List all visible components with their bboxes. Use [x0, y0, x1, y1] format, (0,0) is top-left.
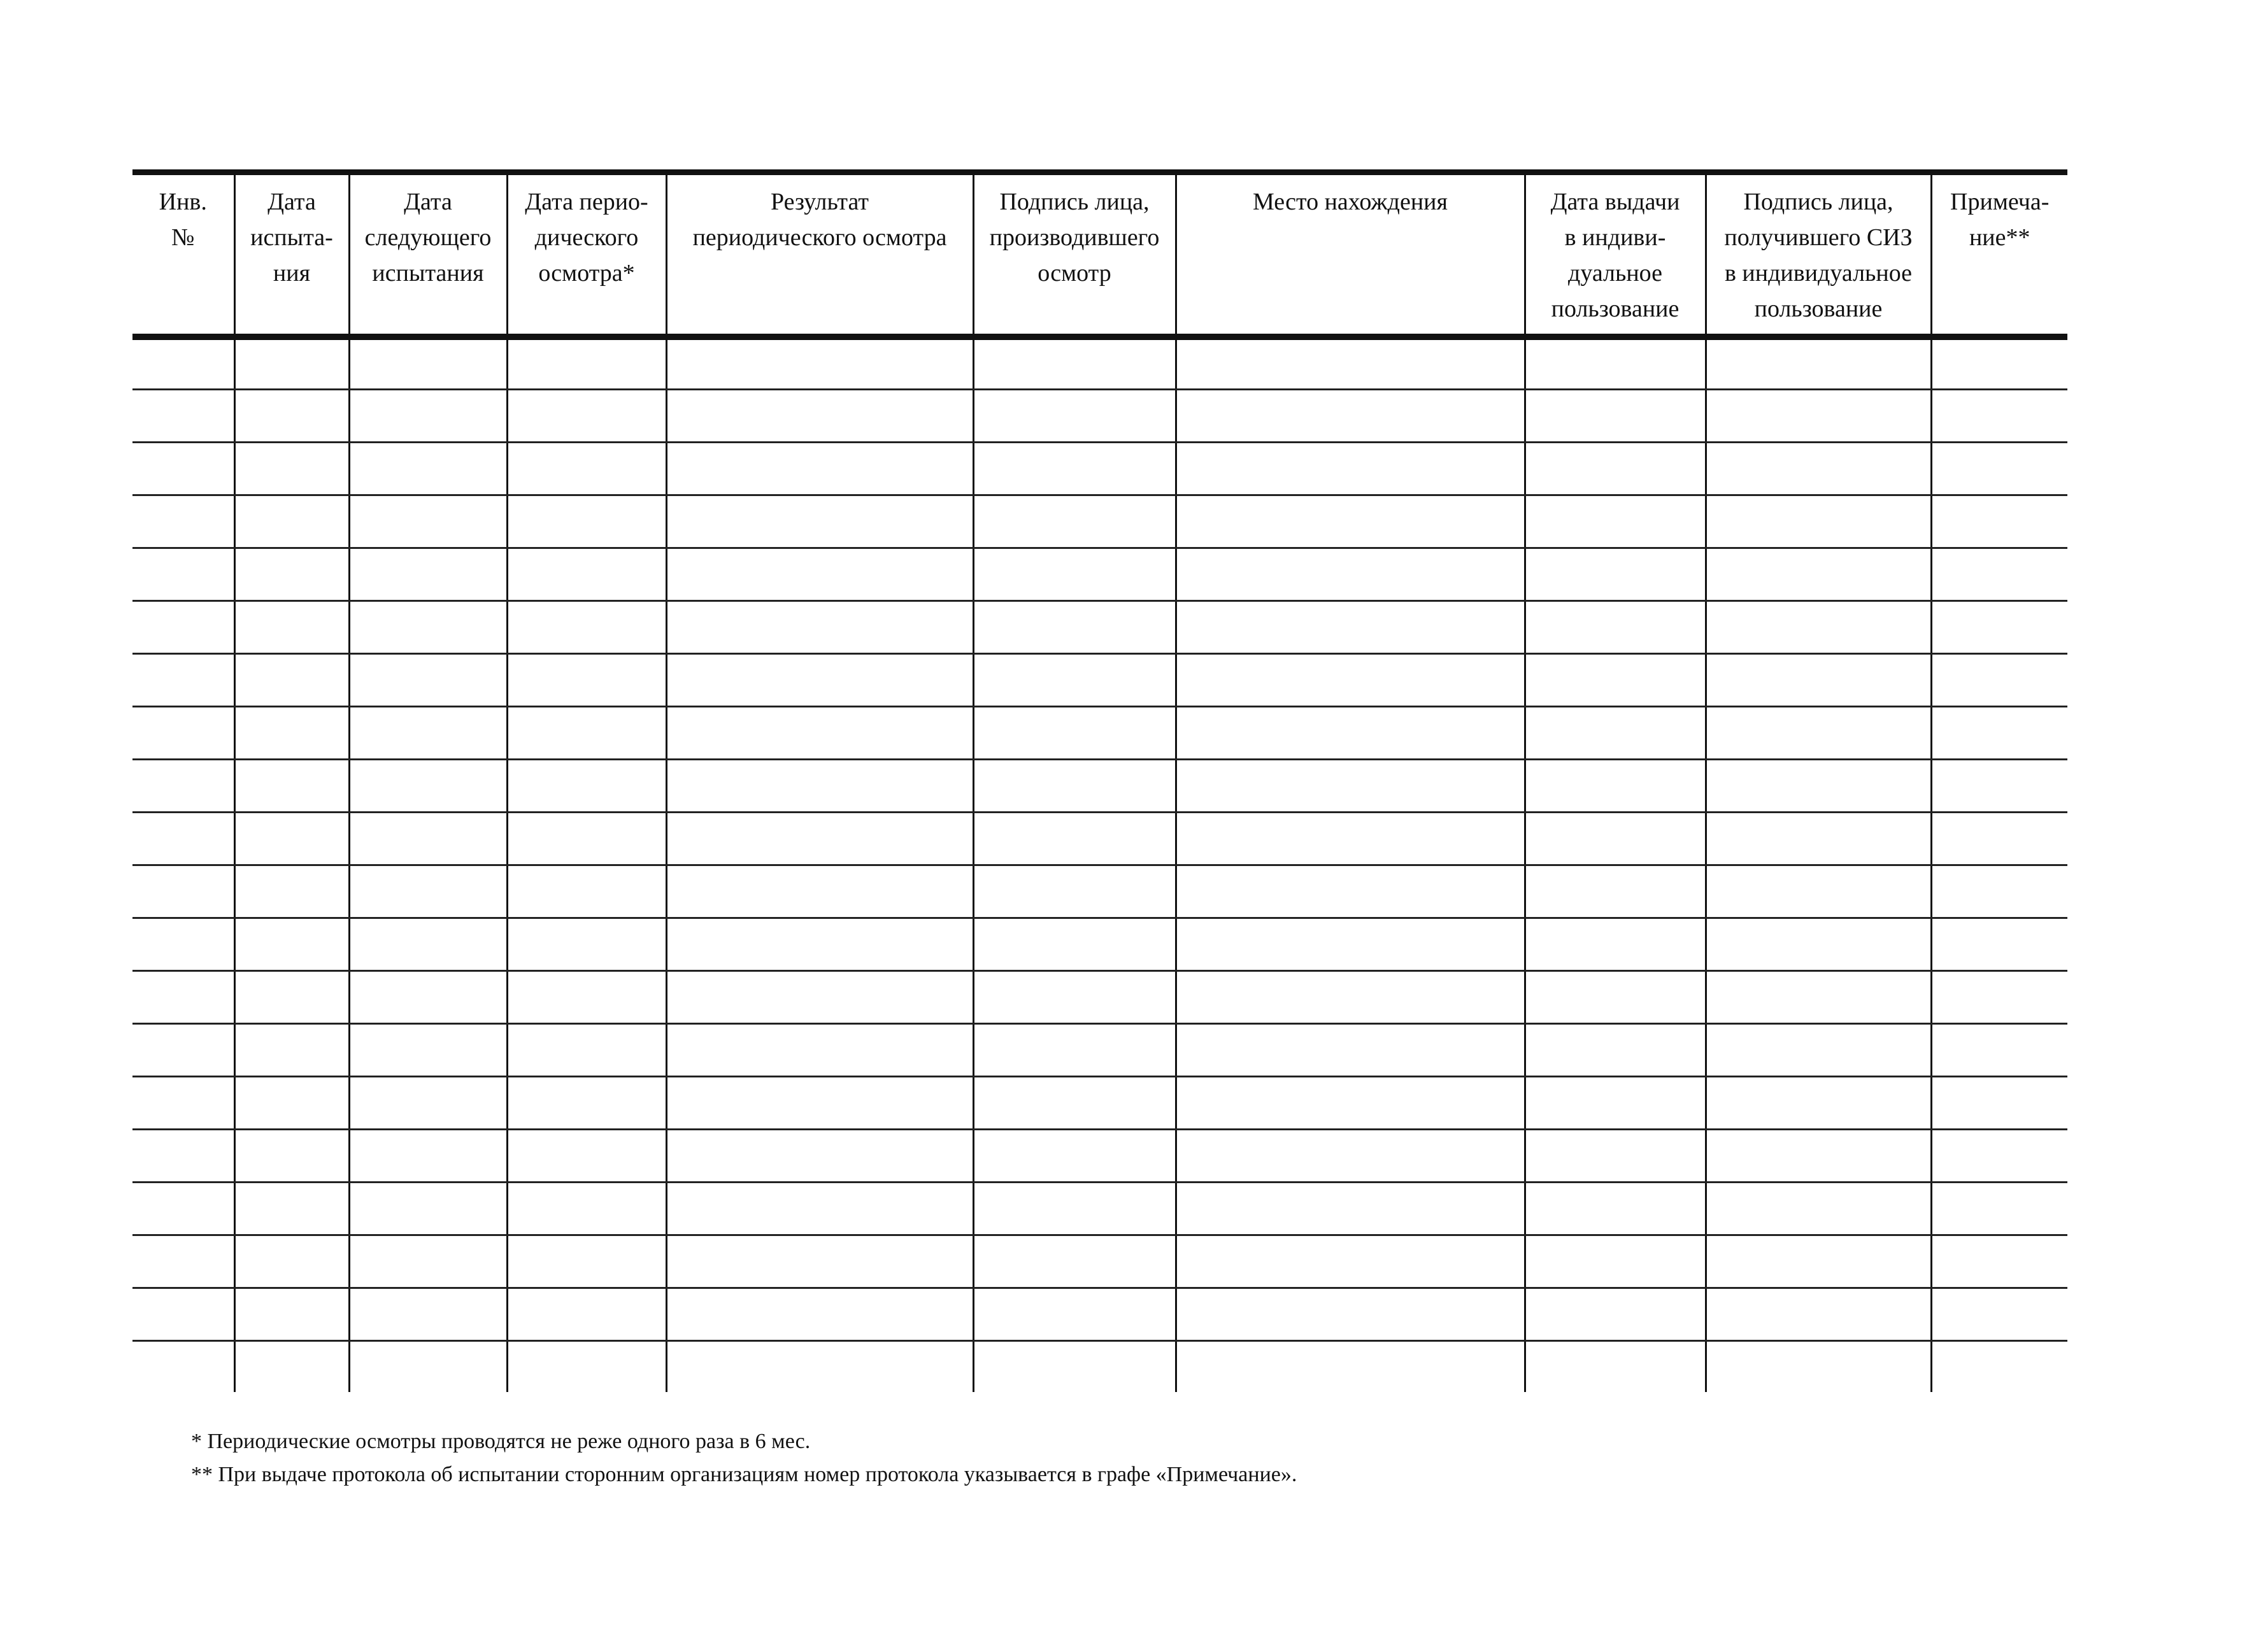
table-cell — [1176, 495, 1525, 548]
table-cell — [349, 1130, 507, 1183]
table-cell — [132, 865, 234, 918]
table-cell — [666, 971, 973, 1024]
table-cell — [507, 1341, 666, 1392]
table-cell — [234, 707, 349, 760]
table-row — [132, 601, 2067, 654]
table-header — [132, 173, 2067, 337]
table-cell — [973, 390, 1176, 443]
table-cell — [666, 760, 973, 813]
table-cell — [1525, 1130, 1706, 1183]
table-cell — [349, 443, 507, 495]
table-cell — [1706, 918, 1931, 971]
col-inspector-signature: Подпись лица, производившего осмотр — [973, 173, 1176, 337]
table-cell — [1176, 548, 1525, 601]
table-row — [132, 1024, 2067, 1077]
table-cell — [973, 1077, 1176, 1130]
table-cell — [349, 495, 507, 548]
table-body — [132, 337, 2067, 1392]
table-cell — [666, 1288, 973, 1341]
table-cell — [349, 601, 507, 654]
table-cell — [1706, 443, 1931, 495]
table-cell — [132, 548, 234, 601]
table-cell — [507, 707, 666, 760]
table-cell — [1176, 1288, 1525, 1341]
table-cell — [349, 760, 507, 813]
table-cell — [973, 971, 1176, 1024]
table-cell — [507, 1183, 666, 1235]
table-cell — [234, 971, 349, 1024]
table-cell — [666, 548, 973, 601]
table-cell — [1931, 495, 2067, 548]
table-cell — [1931, 813, 2067, 865]
table-cell — [507, 1077, 666, 1130]
table-cell — [507, 918, 666, 971]
table-cell — [1931, 548, 2067, 601]
table-cell — [132, 390, 234, 443]
table-cell — [349, 1183, 507, 1235]
table-cell — [1525, 495, 1706, 548]
ppe-register-table — [132, 169, 2067, 1392]
table-cell — [1931, 1183, 2067, 1235]
table-cell — [349, 865, 507, 918]
table-row — [132, 1077, 2067, 1130]
table-row — [132, 337, 2067, 390]
table-cell — [1525, 918, 1706, 971]
table-cell — [1931, 1341, 2067, 1392]
table-cell — [132, 337, 234, 390]
table-cell — [666, 707, 973, 760]
table-cell — [234, 1235, 349, 1288]
table-cell — [1525, 1235, 1706, 1288]
table-cell — [349, 1077, 507, 1130]
table-cell — [1931, 443, 2067, 495]
table-cell — [1525, 813, 1706, 865]
table-cell — [1525, 443, 1706, 495]
col-next-test-date: Дата следующего испытания — [349, 173, 507, 337]
table-cell — [1176, 971, 1525, 1024]
table-cell — [132, 654, 234, 707]
footnotes — [191, 1425, 1297, 1491]
table-cell — [1176, 1235, 1525, 1288]
table-cell — [973, 495, 1176, 548]
table-cell — [507, 1288, 666, 1341]
table-cell — [1931, 654, 2067, 707]
table-cell — [132, 1130, 234, 1183]
table-cell — [973, 1183, 1176, 1235]
table-cell — [1176, 654, 1525, 707]
table-cell — [349, 1235, 507, 1288]
table-cell — [973, 1130, 1176, 1183]
table-cell — [234, 443, 349, 495]
table-cell — [132, 760, 234, 813]
table-cell — [1706, 813, 1931, 865]
col-recipient-signature: Подпись лица, получившего СИЗ в индивидуальное пользование — [1706, 173, 1931, 337]
footnote-inspection-frequency: * Периодические осмотры проводятся не реже одного раза в 6 мес. — [191, 1430, 811, 1453]
table-cell — [132, 1341, 234, 1392]
table-cell — [1706, 1183, 1931, 1235]
table-cell — [1176, 1130, 1525, 1183]
table-cell — [349, 654, 507, 707]
table-cell — [132, 1183, 234, 1235]
table-cell — [1176, 813, 1525, 865]
table-cell — [1525, 390, 1706, 443]
table-cell — [349, 1288, 507, 1341]
table-cell — [666, 1130, 973, 1183]
table-cell — [973, 918, 1176, 971]
table-cell — [1931, 707, 2067, 760]
table-cell — [1706, 337, 1931, 390]
table-cell — [132, 443, 234, 495]
table-cell — [973, 1024, 1176, 1077]
table-cell — [234, 865, 349, 918]
table-cell — [1176, 865, 1525, 918]
table-cell — [1525, 865, 1706, 918]
table-cell — [349, 707, 507, 760]
table-cell — [507, 337, 666, 390]
table-cell — [1525, 337, 1706, 390]
table-cell — [1176, 760, 1525, 813]
table-cell — [1706, 865, 1931, 918]
table-cell — [1706, 707, 1931, 760]
table-cell — [1931, 337, 2067, 390]
table-cell — [349, 971, 507, 1024]
table-row — [132, 443, 2067, 495]
table-cell — [973, 654, 1176, 707]
table-row — [132, 495, 2067, 548]
table-cell — [973, 601, 1176, 654]
table-cell — [507, 443, 666, 495]
table-cell — [234, 495, 349, 548]
table-cell — [234, 760, 349, 813]
table-cell — [666, 1024, 973, 1077]
table-cell — [349, 1024, 507, 1077]
table-cell — [1706, 971, 1931, 1024]
table-cell — [507, 813, 666, 865]
table-cell — [234, 1341, 349, 1392]
table-cell — [1931, 865, 2067, 918]
table-row — [132, 865, 2067, 918]
table-cell — [234, 1288, 349, 1341]
table-cell — [1176, 443, 1525, 495]
table-cell — [1706, 1235, 1931, 1288]
table-cell — [1176, 1183, 1525, 1235]
table-cell — [234, 548, 349, 601]
table-cell — [1931, 1235, 2067, 1288]
table-cell — [666, 390, 973, 443]
table-row — [132, 390, 2067, 443]
table-cell — [973, 760, 1176, 813]
table-row — [132, 1183, 2067, 1235]
table-cell — [234, 601, 349, 654]
table-cell — [1176, 1077, 1525, 1130]
table-cell — [1706, 654, 1931, 707]
header-row — [132, 173, 2067, 337]
table-row — [132, 813, 2067, 865]
table-cell — [1931, 1024, 2067, 1077]
table-cell — [507, 390, 666, 443]
table-cell — [1525, 548, 1706, 601]
table-cell — [234, 654, 349, 707]
table-cell — [234, 337, 349, 390]
table-cell — [1931, 1130, 2067, 1183]
table-cell — [1176, 1024, 1525, 1077]
table-cell — [666, 1183, 973, 1235]
table-cell — [1931, 971, 2067, 1024]
table-row — [132, 654, 2067, 707]
table-cell — [1931, 390, 2067, 443]
table-cell — [1176, 337, 1525, 390]
table-cell — [507, 495, 666, 548]
table-cell — [1176, 707, 1525, 760]
col-notes: Примеча- ние** — [1931, 173, 2067, 337]
table-cell — [132, 813, 234, 865]
col-location: Место нахождения — [1176, 173, 1525, 337]
table-cell — [666, 813, 973, 865]
table-cell — [507, 1130, 666, 1183]
table-cell — [507, 654, 666, 707]
table-cell — [349, 548, 507, 601]
table-cell — [507, 1024, 666, 1077]
table-cell — [132, 495, 234, 548]
col-inventory-number: Инв. № — [132, 173, 234, 337]
table-cell — [234, 1183, 349, 1235]
table-row — [132, 707, 2067, 760]
table-cell — [507, 548, 666, 601]
table-cell — [1706, 1077, 1931, 1130]
col-inspection-result: Результат периодического осмотра — [666, 173, 973, 337]
table-cell — [1525, 707, 1706, 760]
table-cell — [507, 971, 666, 1024]
table-row — [132, 760, 2067, 813]
table-cell — [132, 707, 234, 760]
table-cell — [973, 337, 1176, 390]
table-row — [132, 1288, 2067, 1341]
col-test-date: Дата испыта- ния — [234, 173, 349, 337]
table-cell — [234, 390, 349, 443]
table-cell — [973, 1288, 1176, 1341]
table-cell — [666, 1235, 973, 1288]
col-issue-date: Дата выдачи в индиви- дуальное пользование — [1525, 173, 1706, 337]
table-cell — [132, 1077, 234, 1130]
table-cell — [349, 1341, 507, 1392]
table-cell — [1931, 1288, 2067, 1341]
table-row — [132, 971, 2067, 1024]
table-row-tail — [132, 1341, 2067, 1392]
table-cell — [973, 443, 1176, 495]
table-cell — [1931, 1077, 2067, 1130]
table-cell — [973, 813, 1176, 865]
table-cell — [1525, 1288, 1706, 1341]
table-cell — [1706, 760, 1931, 813]
table-cell — [973, 1235, 1176, 1288]
table-cell — [132, 918, 234, 971]
table-cell — [349, 813, 507, 865]
table-cell — [132, 971, 234, 1024]
table-cell — [234, 813, 349, 865]
table-cell — [132, 1024, 234, 1077]
table-cell — [1706, 1288, 1931, 1341]
table-cell — [1706, 1024, 1931, 1077]
table-cell — [234, 1077, 349, 1130]
table-cell — [973, 707, 1176, 760]
table-cell — [666, 443, 973, 495]
table-row — [132, 1130, 2067, 1183]
table-cell — [1176, 918, 1525, 971]
table-cell — [1525, 1341, 1706, 1392]
table-cell — [1706, 1341, 1931, 1392]
table-cell — [132, 601, 234, 654]
table-cell — [1525, 760, 1706, 813]
table-cell — [1176, 601, 1525, 654]
table-cell — [234, 1024, 349, 1077]
table-cell — [234, 918, 349, 971]
table-cell — [1176, 390, 1525, 443]
table-cell — [349, 390, 507, 443]
table-cell — [349, 337, 507, 390]
table-cell — [349, 918, 507, 971]
table-cell — [1525, 1077, 1706, 1130]
table-cell — [507, 865, 666, 918]
col-inspection-date: Дата перио- дического осмотра* — [507, 173, 666, 337]
table-cell — [234, 1130, 349, 1183]
table-row — [132, 1235, 2067, 1288]
table-cell — [1176, 1341, 1525, 1392]
table-cell — [1706, 548, 1931, 601]
table-cell — [1931, 601, 2067, 654]
table-cell — [1706, 390, 1931, 443]
table-cell — [666, 865, 973, 918]
table-row — [132, 918, 2067, 971]
footnote-protocol-number: ** При выдаче протокола об испытании сторонним организациям номер протокола указывается в графе «Примечание». — [191, 1463, 1297, 1486]
table-cell — [132, 1235, 234, 1288]
table-cell — [1931, 760, 2067, 813]
table-cell — [132, 1288, 234, 1341]
table-cell — [666, 1341, 973, 1392]
table-cell — [973, 548, 1176, 601]
table-cell — [1706, 1130, 1931, 1183]
table-cell — [666, 654, 973, 707]
table-cell — [507, 601, 666, 654]
table-cell — [507, 1235, 666, 1288]
table-cell — [666, 495, 973, 548]
table-cell — [1525, 1183, 1706, 1235]
table-cell — [666, 601, 973, 654]
table-cell — [507, 760, 666, 813]
table-cell — [666, 918, 973, 971]
table-cell — [1525, 601, 1706, 654]
table-cell — [1706, 495, 1931, 548]
table-cell — [666, 337, 973, 390]
table-cell — [973, 865, 1176, 918]
table-cell — [1525, 654, 1706, 707]
table-cell — [1706, 601, 1931, 654]
table-cell — [1525, 1024, 1706, 1077]
table-cell — [973, 1341, 1176, 1392]
table-cell — [1525, 971, 1706, 1024]
table-cell — [666, 1077, 973, 1130]
table-row — [132, 548, 2067, 601]
table-cell — [1931, 918, 2067, 971]
